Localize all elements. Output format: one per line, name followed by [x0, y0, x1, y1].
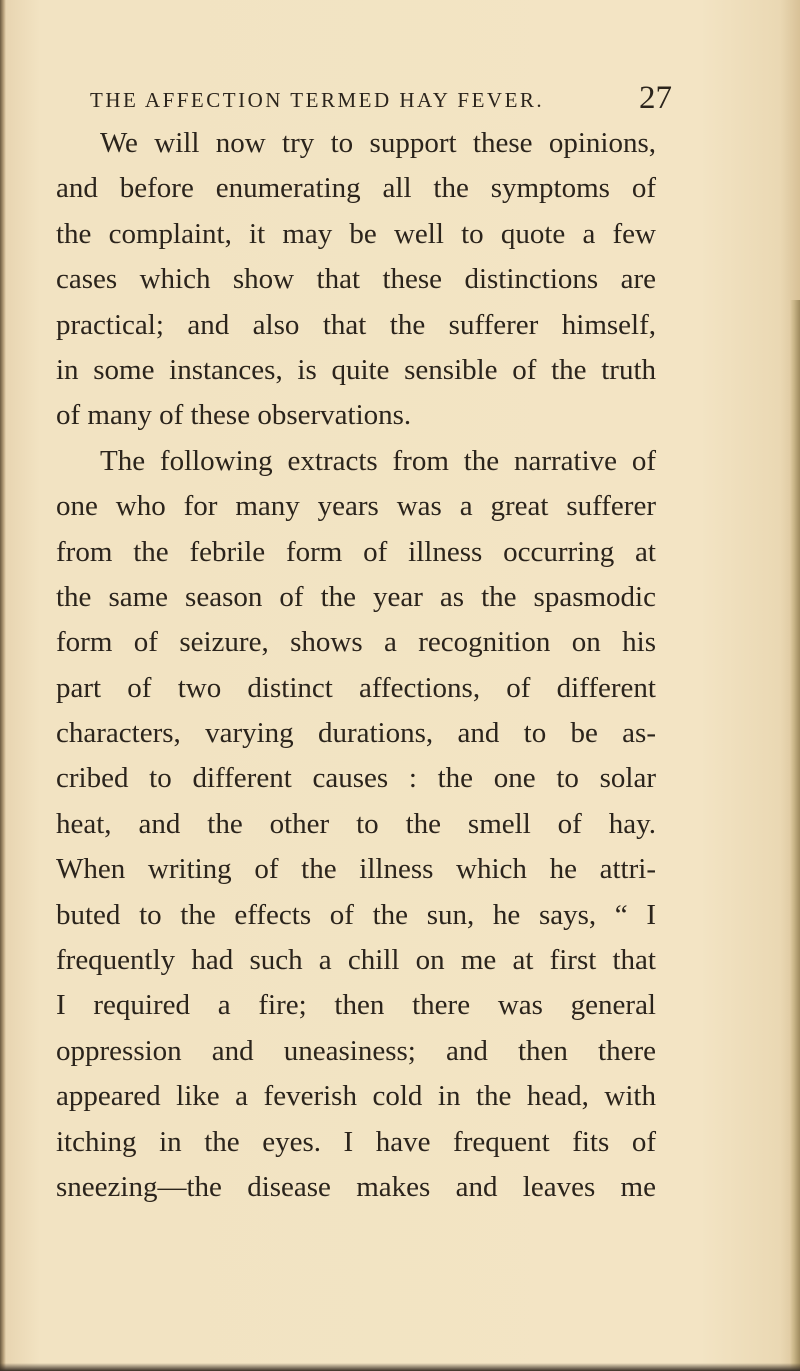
- text-line: characters, varying durations, and to be as-: [56, 717, 656, 750]
- text-line: one who for many years was a great sufferer: [56, 490, 656, 523]
- page-number: 27: [639, 80, 672, 116]
- text-line: in some instances, is quite sensible of the truth: [56, 353, 656, 386]
- text-line: the complaint, it may be well to quote a few: [56, 217, 656, 250]
- binding-shadow: [0, 0, 6, 1371]
- text-line: heat, and the other to the smell of hay.: [56, 807, 656, 840]
- text-line: from the febrile form of illness occurring at: [56, 535, 656, 568]
- text-line: When writing of the illness which he attri-: [56, 853, 656, 886]
- page-edge: [790, 300, 800, 1371]
- bottom-edge: [0, 1363, 800, 1371]
- text-line: cases which show that these distinctions are: [56, 263, 656, 296]
- text-line: practical; and also that the sufferer himself,: [56, 308, 656, 341]
- body-text: [56, 121, 656, 1210]
- text-line: sneezing—the disease makes and leaves me: [56, 1170, 656, 1203]
- text-line: itching in the eyes. I have frequent fits of: [56, 1125, 656, 1158]
- text-line: the same season of the year as the spasmodic: [56, 580, 656, 613]
- text-line: form of seizure, shows a recognition on his: [56, 626, 656, 659]
- text-line: part of two distinct affections, of different: [56, 671, 656, 704]
- text-line: cribed to different causes : the one to solar: [56, 762, 656, 795]
- text-line: buted to the effects of the sun, he says, “ I: [56, 898, 656, 931]
- text-line: and before enumerating all the symptoms of: [56, 172, 656, 205]
- text-line: frequently had such a chill on me at first that: [56, 944, 656, 977]
- text-line: of many of these observations.: [56, 399, 412, 432]
- page-header: [90, 78, 680, 118]
- text-line: I required a fire; then there was general: [56, 989, 656, 1022]
- text-line: We will now try to support these opinions,: [100, 127, 656, 159]
- text-line: oppression and uneasiness; and then there: [56, 1034, 656, 1067]
- text-line: The following extracts from the narrative of: [100, 444, 656, 477]
- text-line: appeared like a feverish cold in the head, with: [56, 1080, 656, 1113]
- running-head: THE AFFECTION TERMED HAY FEVER.: [90, 88, 545, 112]
